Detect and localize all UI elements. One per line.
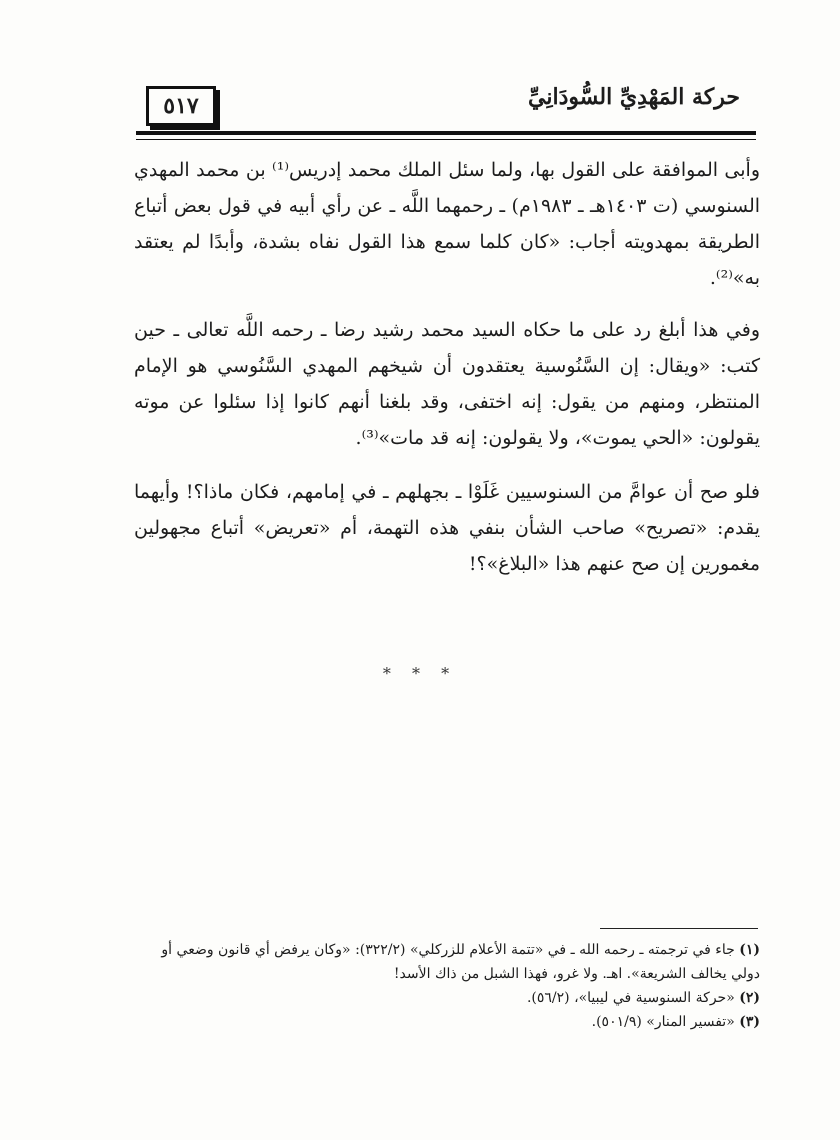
footnote-3 [134, 1010, 760, 1034]
section-separator: * * * [382, 664, 458, 683]
running-header-title: حركة المَهْدِيِّ السُّودَانِيِّ [528, 84, 740, 110]
header-rule-thick [136, 131, 756, 135]
footnote-3-number: (٣) [739, 1014, 760, 1030]
footnotes [134, 938, 760, 1034]
footnote-rule [600, 928, 758, 929]
footnote-2-number: (٢) [739, 990, 760, 1006]
footnote-3-text: «تفسير المنار» (٥٠١/٩). [591, 1014, 735, 1030]
paragraph-2: وفي هذا أبلغ رد على ما حكاه السيد محمد رشيد رضا ـ رحمه اللَّه تعالى ـ حين كتب: «ويقال: إن السَّنُوسية يعتقدون أن شيخهم المهدي السَّنُوسي هو الإمام المنتظر، ومنهم من يقول: إنه اختفى، وقد بلغنا أنهم كانوا إذا سئلوا عن موته يقولون: «الحي يموت»، ولا يقولون: إنه قد مات»⁽³⁾. [134, 319, 760, 449]
paragraph-3: فلو صح أن عوامَّ من السنوسيين غَلَوْا ـ بجهلهم ـ في إمامهم، فكان ماذا؟! وأيهما يقدم: «تصريح» صاحب الشأن بنفي هذه التهمة، أم «تعريض» أتباع مجهولين مغمورين إن صح عنهم هذا «البلاغ»؟! [134, 481, 760, 575]
footnote-1-text: جاء في ترجمته ـ رحمه الله ـ في «تتمة الأعلام للزركلي» (٣٢٢/٢): «وكان يرفض أي قانون وضعي أو دولي يخالف الشريعة». اهـ. ولا غرو، فهذا الشبل من ذاك الأسد! [161, 942, 760, 982]
paragraph-1: وأبى الموافقة على القول بها، ولما سئل الملك محمد إدريس⁽¹⁾ بن محمد المهدي السنوسي (ت ١٤٠٣هـ ـ ١٩٨٣م) ـ رحمهما اللَّه ـ عن رأي أبيه في قول بعض أتباع الطريقة بمهدويته أجاب: «كان كلما سمع هذا القول نفاه بشدة، وأبدًا لم يعتقد به»⁽²⁾. [134, 159, 761, 289]
header-rule-thin [136, 139, 756, 140]
page-number: ٥١٧ [146, 86, 216, 126]
footnote-2 [134, 986, 760, 1010]
footnote-2-text: «حركة السنوسية في ليبيا»، (٥٦/٢). [526, 990, 735, 1006]
footnote-1 [134, 938, 760, 986]
footnote-1-number: (١) [739, 942, 760, 958]
